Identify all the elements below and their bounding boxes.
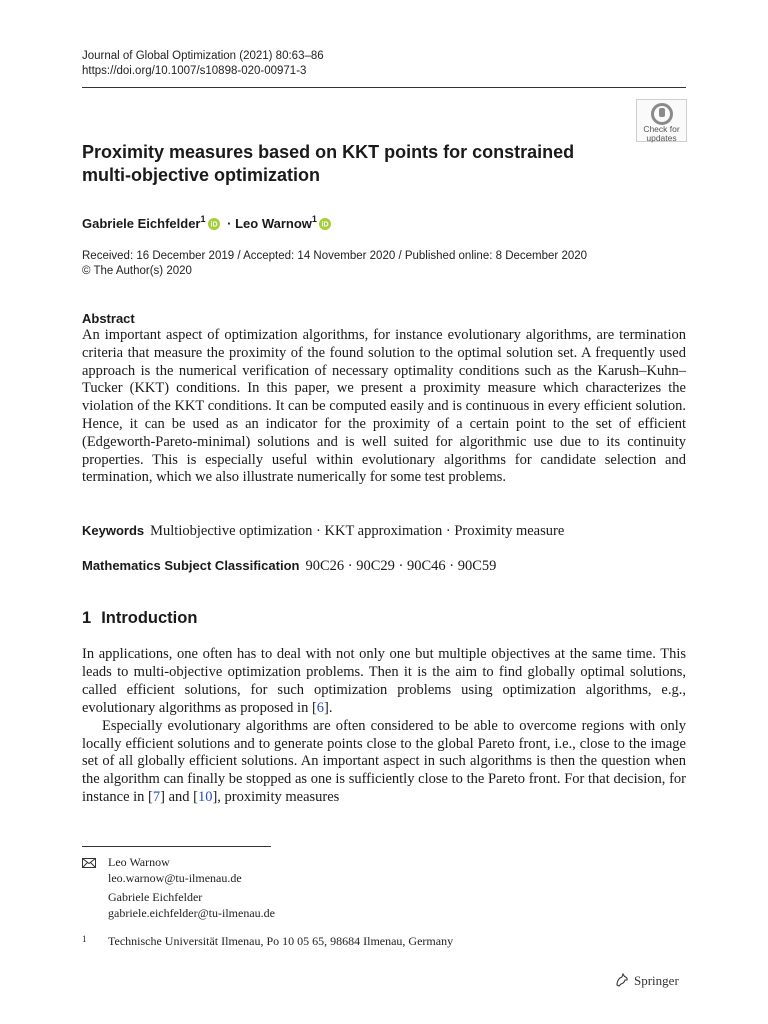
publisher-logo xyxy=(614,972,679,990)
publication-dates xyxy=(82,249,587,279)
paragraph xyxy=(82,646,686,718)
second-contact xyxy=(108,890,275,921)
badge-line-2: updates xyxy=(646,132,677,143)
badge-line-1: Check for xyxy=(643,124,680,134)
orcid-icon[interactable] xyxy=(208,218,220,230)
section-number: 1 xyxy=(82,609,92,627)
keywords-line xyxy=(82,522,686,540)
keywords-label: Keywords xyxy=(82,523,145,538)
citation-link[interactable]: 6 xyxy=(316,699,325,716)
doi-link[interactable]: https://doi.org/10.1007/s10898-020-00971-3 xyxy=(82,65,307,77)
svg-text:iD: iD xyxy=(210,221,218,229)
history-dates: Received: 16 December 2019 / Accepted: 14 November 2020 / Published online: 8 December 2020 xyxy=(82,250,588,262)
msc-value: 90C26 · 90C29 · 90C46 · 90C59 xyxy=(305,558,497,574)
corresponding-contact xyxy=(108,855,242,886)
svg-text:iD: iD xyxy=(321,221,329,229)
paragraph xyxy=(82,718,686,808)
contact-name: Leo Warnow xyxy=(108,855,170,869)
msc-label: Mathematics Subject Classification xyxy=(82,558,300,573)
affiliation-text: Technische Universität Ilmenau, Po 10 05 65, 98684 Ilmenau, Germany xyxy=(108,934,454,948)
section-title: Introduction xyxy=(101,609,198,627)
footnote-rule xyxy=(82,846,271,847)
check-updates-icon xyxy=(651,103,673,125)
author-name[interactable]: Gabriele Eichfelder xyxy=(82,216,201,231)
author-list xyxy=(82,210,335,233)
paragraph-text: ]. xyxy=(324,699,333,716)
introduction-body xyxy=(82,646,686,807)
msc-line xyxy=(82,557,686,575)
paragraph-text: Especially evolutionary algorithms are often considered to be able to overcome regions with only locally efficient solutions and to generate points close to the global Pareto front, i.e., close to the image set of all globally efficient solutions. An important aspect in such algorithms is then the question when the algorithm can finally be stopped as one is sufficiently close to the Pareto front. For that decision, for instance in [ xyxy=(82,717,686,806)
author-name[interactable]: Leo Warnow xyxy=(235,216,312,231)
paragraph-text: In applications, one often has to deal with not only one but multiple objectives at the same time. This leads to multi-objective optimization problems. Then it is the aim to find globally optimal solutions, called efficient solutions, for such optimization problems using optimization algorithms, e.g., evolutionary algorithms as proposed in [ xyxy=(82,646,686,716)
paragraph-text: ], proximity measures xyxy=(212,789,340,806)
author-separator: · xyxy=(227,216,232,231)
journal-citation: Journal of Global Optimization (2021) 80:63–86 xyxy=(82,50,324,62)
orcid-icon[interactable] xyxy=(319,218,331,230)
keywords-value: Multiobjective optimization · KKT approximation · Proximity measure xyxy=(150,523,565,539)
publisher-name: Springer xyxy=(634,973,679,988)
copyright-line: © The Author(s) 2020 xyxy=(82,265,192,277)
section-heading xyxy=(82,608,197,628)
contact-name: Gabriele Eichfelder xyxy=(108,890,203,904)
check-for-updates-badge[interactable] xyxy=(636,99,687,142)
journal-header xyxy=(82,49,324,79)
paragraph-text: ] and [ xyxy=(160,789,198,806)
paper-title: Proximity measures based on KKT points for constrained multi-objective optimization xyxy=(82,142,575,185)
citation-link[interactable]: 7 xyxy=(152,789,161,806)
citation-link[interactable]: 10 xyxy=(197,789,213,806)
contact-email[interactable]: gabriele.eichfelder@tu-ilmenau.de xyxy=(108,905,275,920)
envelope-icon xyxy=(82,858,96,868)
header-rule xyxy=(82,87,686,88)
affiliation-mark: 1 xyxy=(82,934,87,944)
contact-email[interactable]: leo.warnow@tu-ilmenau.de xyxy=(108,870,242,885)
abstract-text: An important aspect of optimization algorithms, for instance evolutionary algorithms, are termination criteria that measure the proximity of the found solution to the optimal solution set. A frequently used approach is the numerical verification of necessary optimality conditions such as the Karush–Kuhn–Tucker (KKT) conditions. In this paper, we present a proximity measure which characterizes the violation of the KKT conditions. It can be computed easily and is continuous in every efficient solution. Hence, it can be used as an indicator for the proximity of a certain point to the set of efficient (Edgeworth-Pareto-minimal) solutions and is well suited for algorithmic use due to its continuity properties. This is especially useful within evolutionary algorithms for candidate selection and termination, which we also illustrate numerically for some test problems. xyxy=(82,327,686,486)
affiliation-mark: 1 xyxy=(311,214,317,224)
affiliation-mark: 1 xyxy=(200,214,206,224)
springer-horse-icon xyxy=(614,972,630,988)
abstract-heading: Abstract xyxy=(82,311,135,326)
